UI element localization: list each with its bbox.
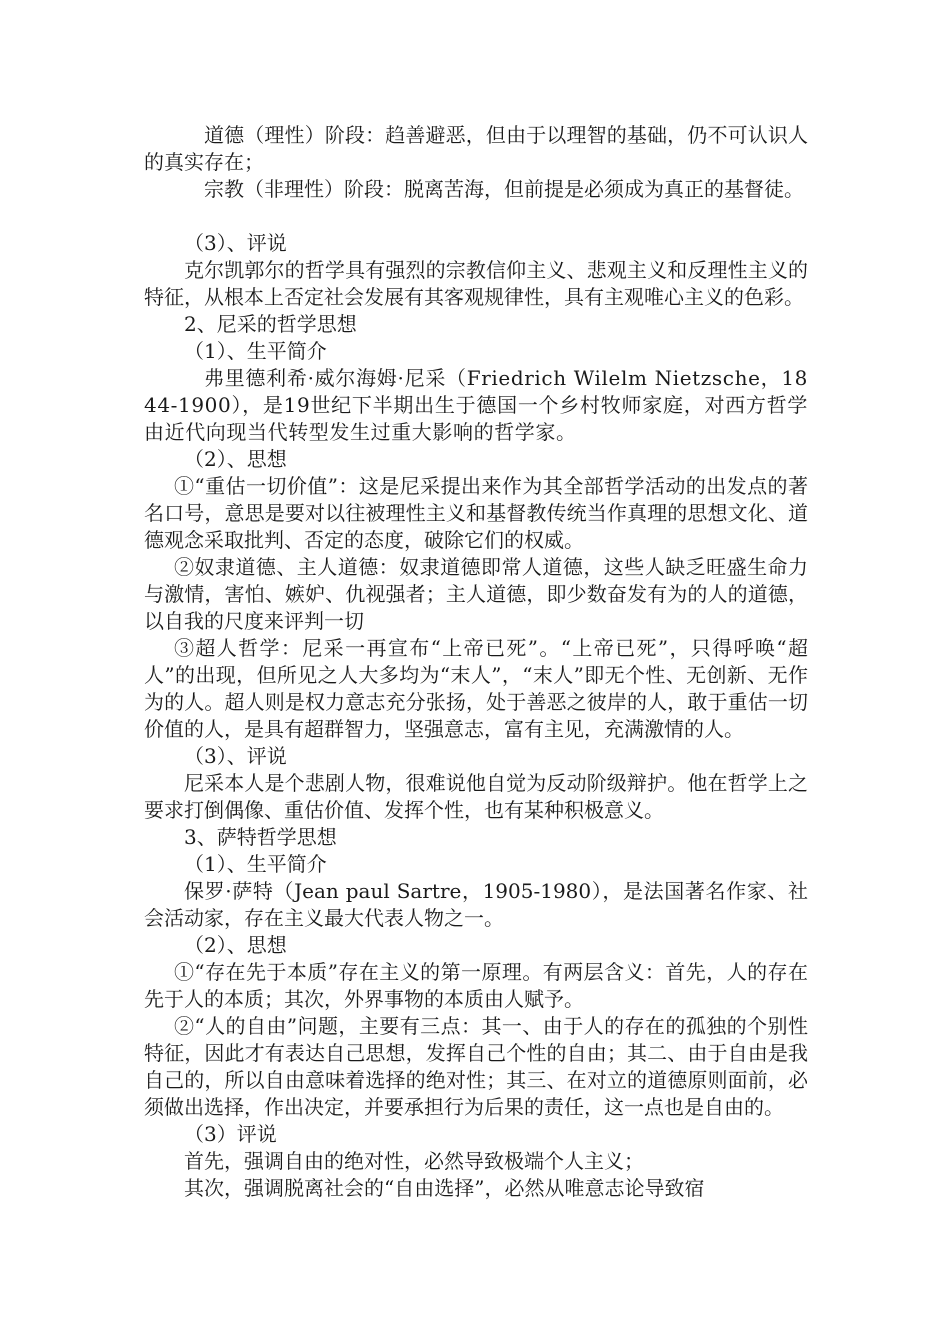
heading-nietzsche: 2、尼采的哲学思想: [184, 312, 357, 336]
heading-nietzsche-comment: （3）、评说: [184, 744, 287, 768]
paragraph-sartre-comment-second: 其次，强调脱离社会的“自由选择”，必然从唯意志论导致宿: [184, 1176, 705, 1200]
paragraph-moral-stage: 道德（理性）阶段：趋善避恶，但由于以理智的基础，仍不可认识人的真实存在；: [144, 123, 808, 174]
heading-sartre-bio: （1）、生平简介: [184, 852, 327, 876]
heading-sartre-thought: （2）、思想: [184, 933, 287, 957]
blank-line: [144, 203, 808, 230]
document-body: [144, 122, 808, 1202]
paragraph-existence-precedes-essence: ①“存在先于本质”存在主义的第一原理。有两层含义：首先，人的存在先于人的本质；其次，外界事物的本质由人赋予。: [144, 960, 808, 1011]
paragraph-religious-stage: 宗教（非理性）阶段：脱离苦海，但前提是必须成为真正的基督徒。: [204, 177, 804, 201]
paragraph-slave-master-morality: ②奴隶道德、主人道德：奴隶道德即常人道德，这些人缺乏旺盛生命力与激情，害怕、嫉妒、仇视强者；主人道德，即少数奋发有为的人的道德，以自我的尺度来评判一切: [144, 555, 808, 633]
paragraph-nietzsche-bio: 弗里德利希·威尔海姆·尼采（Friedrich Wilelm Nietzsche，1844-1900），是19世纪下半期出生于德国一个乡村牧师家庭，对西方哲学由近代向现当代转型发生过重大影响的哲学家。: [144, 366, 808, 444]
paragraph-nietzsche-comment: 尼采本人是个悲剧人物，很难说他自觉为反动阶级辩护。他在哲学上之要求打倒偶像、重估价值、发挥个性，也有某种积极意义。: [144, 771, 808, 822]
heading-sartre: 3、萨特哲学思想: [184, 825, 337, 849]
heading-sartre-comment: （3）评说: [184, 1122, 277, 1146]
heading-nietzsche-bio: （1）、生平简介: [184, 339, 327, 363]
paragraph-kierkegaard-comment: 克尔凯郭尔的哲学具有强烈的宗教信仰主义、悲观主义和反理性主义的特征，从根本上否定社会发展有其客观规律性，具有主观唯心主义的色彩。: [144, 258, 808, 309]
heading-kierkegaard-comment: （3）、评说: [184, 231, 287, 255]
paragraph-revalue-all-values: ①“重估一切价值”：这是尼采提出来作为其全部哲学活动的出发点的著名口号，意思是要对以往被理性主义和基督教传统当作真理的思想文化、道德观念采取批判、否定的态度，破除它们的权威。: [144, 474, 808, 552]
paragraph-sartre-comment-first: 首先，强调自由的绝对性，必然导致极端个人主义；: [184, 1149, 644, 1173]
paragraph-sartre-bio: 保罗·萨特（Jean paul Sartre，1905-1980），是法国著名作家、社会活动家，存在主义最大代表人物之一。: [144, 879, 808, 930]
heading-nietzsche-thought: （2）、思想: [184, 447, 287, 471]
paragraph-human-freedom: ②“人的自由”问题，主要有三点：其一、由于人的存在的孤独的个别性特征，因此才有表达自己思想，发挥自己个性的自由；其二、由于自由是我自己的，所以自由意味着选择的绝对性；其三、在对立的道德原则面前，必须做出选择，作出决定，并要承担行为后果的责任，这一点也是自由的。: [144, 1014, 808, 1119]
paragraph-superman-philosophy: ③超人哲学：尼采一再宣布“上帝已死”。“上帝已死”，只得呼唤“超人”的出现，但所见之人大多均为“末人”，“末人”即无个性、无创新、无作为的人。超人则是权力意志充分张扬，处于善恶之彼岸的人，敢于重估一切价值的人，是具有超群智力，坚强意志，富有主见，充满激情的人。: [144, 636, 808, 741]
